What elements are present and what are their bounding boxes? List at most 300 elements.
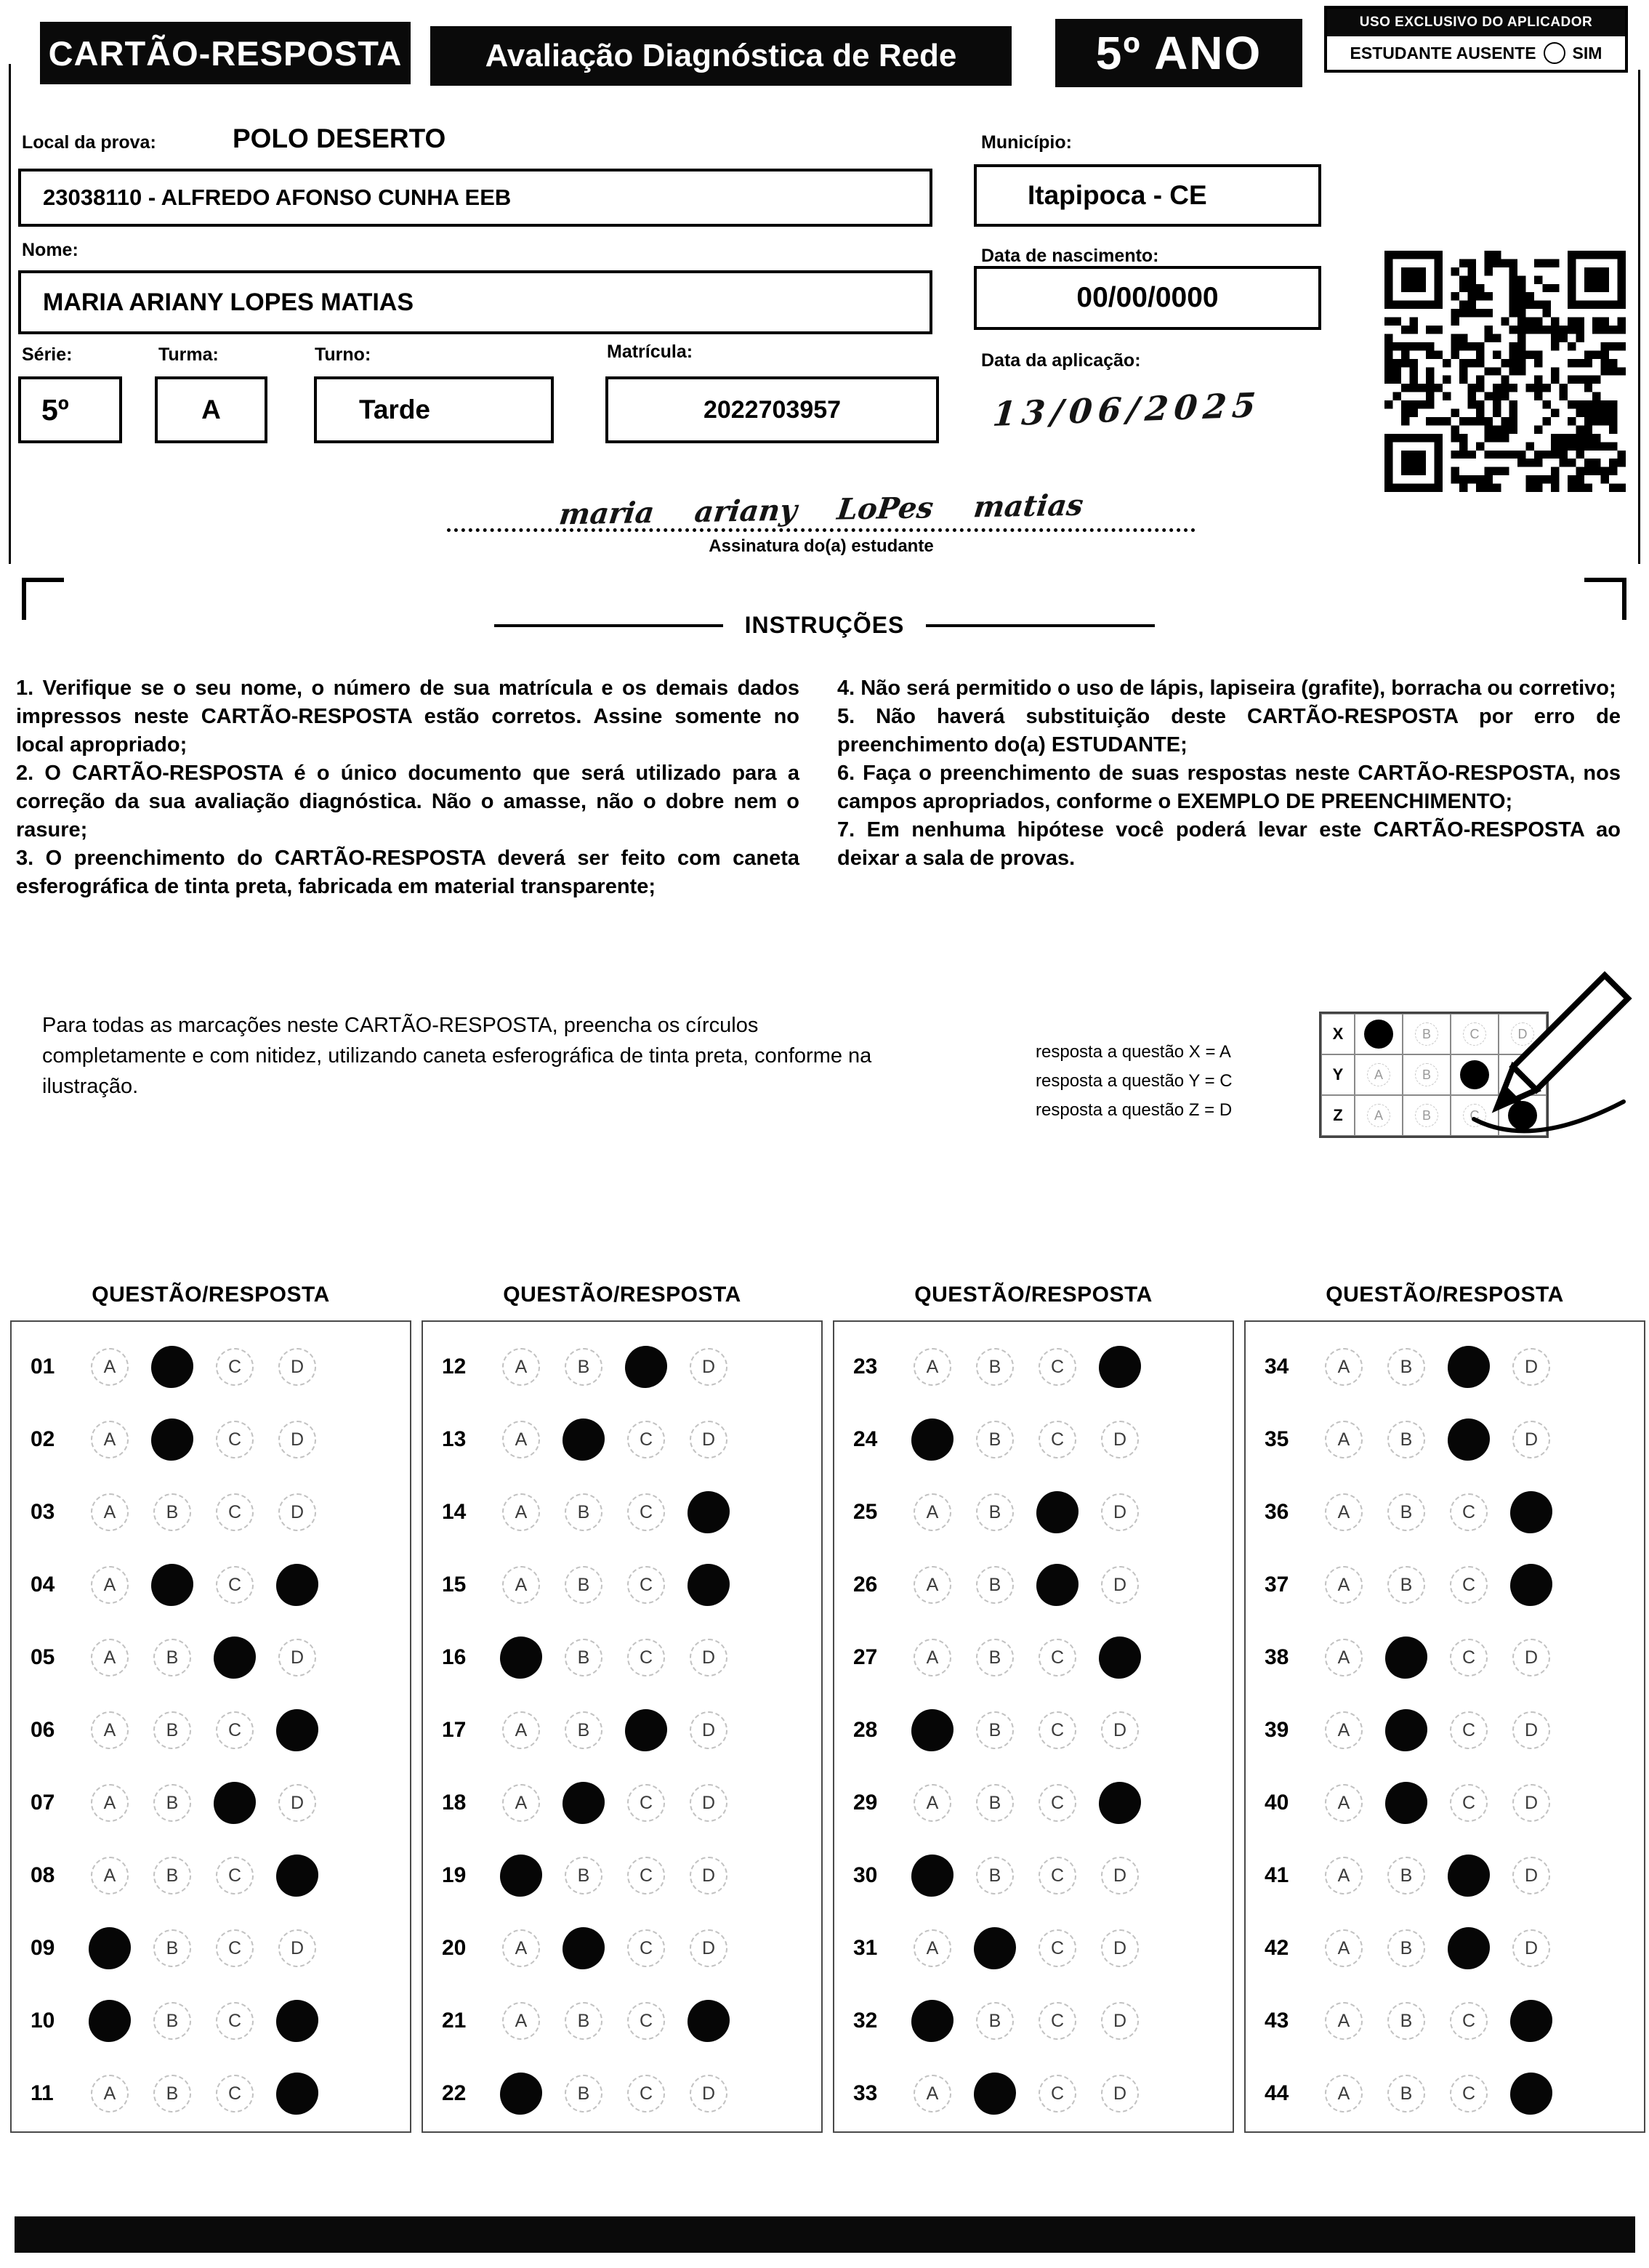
answer-option-slot[interactable] [490, 1637, 552, 1679]
bubble-A[interactable]: A [1325, 1639, 1363, 1676]
bubble-B-filled[interactable] [151, 1346, 193, 1388]
answer-option-slot[interactable] [901, 1784, 964, 1822]
answer-option-slot[interactable] [964, 1784, 1026, 1822]
bubble-D[interactable]: D [1101, 2002, 1139, 2040]
bubble-B[interactable]: B [976, 1421, 1014, 1458]
answer-option-slot[interactable] [490, 1711, 552, 1749]
bubble-D[interactable]: D [1512, 1784, 1550, 1822]
bubble-A-filled[interactable] [911, 2000, 953, 2042]
bubble-A[interactable]: A [1325, 2075, 1363, 2112]
answer-option-slot[interactable] [141, 2075, 203, 2112]
answer-option-slot[interactable] [964, 2002, 1026, 2040]
bubble-D[interactable]: D [278, 1639, 316, 1676]
answer-option-slot[interactable] [1375, 1637, 1438, 1679]
bubble-A[interactable]: A [502, 1711, 540, 1749]
answer-option-slot[interactable] [490, 1421, 552, 1458]
answer-option-slot[interactable] [203, 2075, 266, 2112]
bubble-B[interactable]: B [565, 1711, 602, 1749]
answer-option-slot[interactable] [615, 1784, 677, 1822]
bubble-A[interactable]: A [1325, 1421, 1363, 1458]
answer-option-slot[interactable] [141, 1784, 203, 1822]
bubble-C[interactable]: C [627, 1929, 665, 1967]
answer-option-slot[interactable] [552, 1348, 615, 1386]
bubble-D[interactable]: D [690, 2075, 727, 2112]
answer-option-slot[interactable] [615, 2075, 677, 2112]
bubble-C-filled[interactable] [1448, 1418, 1490, 1461]
absent-mark-circle[interactable] [1544, 42, 1565, 64]
answer-option-slot[interactable] [1313, 1784, 1375, 1822]
bubble-A[interactable]: A [914, 2075, 951, 2112]
bubble-C-filled[interactable] [1448, 1346, 1490, 1388]
answer-option-slot[interactable] [1375, 1857, 1438, 1894]
bubble-A[interactable]: A [1325, 1566, 1363, 1604]
answer-option-slot[interactable] [901, 1855, 964, 1897]
bubble-C[interactable]: C [627, 1421, 665, 1458]
bubble-B-filled[interactable] [563, 1927, 605, 1969]
answer-option-slot[interactable] [490, 2002, 552, 2040]
bubble-D-filled[interactable] [276, 2000, 318, 2042]
bubble-A[interactable]: A [914, 1784, 951, 1822]
answer-option-slot[interactable] [552, 1782, 615, 1824]
answer-option-slot[interactable] [552, 1639, 615, 1676]
bubble-C-filled[interactable] [1448, 1855, 1490, 1897]
bubble-B-filled[interactable] [1385, 1782, 1427, 1824]
answer-option-slot[interactable] [901, 1566, 964, 1604]
answer-option-slot[interactable] [1026, 1421, 1089, 1458]
bubble-B-filled[interactable] [151, 1564, 193, 1606]
answer-option-slot[interactable] [78, 1493, 141, 1531]
bubble-D[interactable]: D [1101, 1421, 1139, 1458]
bubble-C[interactable]: C [1039, 1857, 1076, 1894]
answer-option-slot[interactable] [1313, 2075, 1375, 2112]
answer-option-slot[interactable] [615, 1566, 677, 1604]
bubble-D-filled[interactable] [688, 2000, 730, 2042]
answer-option-slot[interactable] [78, 1927, 141, 1969]
answer-option-slot[interactable] [203, 1782, 266, 1824]
answer-option-slot[interactable] [964, 1927, 1026, 1969]
bubble-A-filled[interactable] [89, 1927, 131, 1969]
answer-option-slot[interactable] [677, 1564, 740, 1606]
bubble-C[interactable]: C [627, 1784, 665, 1822]
bubble-A-filled[interactable] [500, 1637, 542, 1679]
answer-option-slot[interactable] [1089, 2075, 1151, 2112]
answer-option-slot[interactable] [266, 1784, 328, 1822]
answer-option-slot[interactable] [1026, 1491, 1089, 1533]
answer-option-slot[interactable] [964, 1493, 1026, 1531]
answer-option-slot[interactable] [78, 1857, 141, 1894]
answer-option-slot[interactable] [1438, 1639, 1500, 1676]
answer-option-slot[interactable] [1026, 1857, 1089, 1894]
answer-option-slot[interactable] [1375, 1782, 1438, 1824]
answer-option-slot[interactable] [1500, 1711, 1563, 1749]
bubble-A[interactable]: A [91, 1639, 129, 1676]
answer-option-slot[interactable] [1438, 1418, 1500, 1461]
answer-option-slot[interactable] [1375, 1566, 1438, 1604]
bubble-C[interactable]: C [1039, 1421, 1076, 1458]
answer-option-slot[interactable] [1500, 1421, 1563, 1458]
answer-option-slot[interactable] [1026, 1929, 1089, 1967]
bubble-D[interactable]: D [690, 1784, 727, 1822]
answer-option-slot[interactable] [490, 1784, 552, 1822]
bubble-D-filled[interactable] [1510, 1491, 1552, 1533]
answer-option-slot[interactable] [1375, 2075, 1438, 2112]
answer-option-slot[interactable] [141, 1639, 203, 1676]
bubble-C[interactable]: C [1039, 1639, 1076, 1676]
bubble-B[interactable]: B [565, 1566, 602, 1604]
answer-option-slot[interactable] [677, 1491, 740, 1533]
bubble-C[interactable]: C [216, 1348, 254, 1386]
bubble-D-filled[interactable] [1510, 2000, 1552, 2042]
answer-option-slot[interactable] [677, 1711, 740, 1749]
answer-option-slot[interactable] [266, 1493, 328, 1531]
answer-option-slot[interactable] [141, 1418, 203, 1461]
answer-option-slot[interactable] [1026, 1784, 1089, 1822]
answer-option-slot[interactable] [1089, 1711, 1151, 1749]
bubble-B[interactable]: B [565, 1348, 602, 1386]
answer-option-slot[interactable] [964, 1639, 1026, 1676]
bubble-A[interactable]: A [502, 1421, 540, 1458]
bubble-B[interactable]: B [153, 1784, 191, 1822]
answer-option-slot[interactable] [964, 1421, 1026, 1458]
answer-option-slot[interactable] [266, 1855, 328, 1897]
answer-option-slot[interactable] [615, 1929, 677, 1967]
bubble-C[interactable]: C [1039, 1784, 1076, 1822]
answer-option-slot[interactable] [615, 1709, 677, 1751]
answer-option-slot[interactable] [490, 1348, 552, 1386]
answer-option-slot[interactable] [1438, 1493, 1500, 1531]
answer-option-slot[interactable] [615, 1639, 677, 1676]
answer-option-slot[interactable] [1500, 1784, 1563, 1822]
bubble-B[interactable]: B [1387, 1421, 1425, 1458]
bubble-B[interactable]: B [565, 2002, 602, 2040]
bubble-D-filled[interactable] [276, 1855, 318, 1897]
bubble-D-filled[interactable] [1510, 1564, 1552, 1606]
bubble-D[interactable]: D [278, 1929, 316, 1967]
answer-option-slot[interactable] [203, 1566, 266, 1604]
answer-option-slot[interactable] [1500, 1348, 1563, 1386]
bubble-A-filled[interactable] [911, 1418, 953, 1461]
bubble-A[interactable]: A [502, 1493, 540, 1531]
bubble-A[interactable]: A [914, 1566, 951, 1604]
bubble-D[interactable]: D [690, 1857, 727, 1894]
answer-option-slot[interactable] [203, 1348, 266, 1386]
answer-option-slot[interactable] [901, 1493, 964, 1531]
answer-option-slot[interactable] [1500, 1639, 1563, 1676]
bubble-B[interactable]: B [976, 1857, 1014, 1894]
bubble-D[interactable]: D [278, 1784, 316, 1822]
answer-option-slot[interactable] [901, 2075, 964, 2112]
bubble-B[interactable]: B [976, 1639, 1014, 1676]
bubble-C[interactable]: C [216, 2075, 254, 2112]
answer-option-slot[interactable] [552, 2002, 615, 2040]
answer-option-slot[interactable] [1313, 1857, 1375, 1894]
bubble-C[interactable]: C [1450, 1493, 1488, 1531]
bubble-A[interactable]: A [91, 1784, 129, 1822]
bubble-D[interactable]: D [278, 1348, 316, 1386]
bubble-B[interactable]: B [1387, 1348, 1425, 1386]
bubble-C[interactable]: C [1450, 1784, 1488, 1822]
bubble-D[interactable]: D [1101, 1566, 1139, 1604]
bubble-B[interactable]: B [153, 1929, 191, 1967]
answer-option-slot[interactable] [203, 1637, 266, 1679]
bubble-D[interactable]: D [690, 1639, 727, 1676]
bubble-C[interactable]: C [216, 1421, 254, 1458]
answer-option-slot[interactable] [1438, 2075, 1500, 2112]
bubble-D[interactable]: D [1101, 2075, 1139, 2112]
bubble-B[interactable]: B [153, 1711, 191, 1749]
bubble-C-filled[interactable] [1448, 1927, 1490, 1969]
bubble-B[interactable]: B [1387, 2002, 1425, 2040]
bubble-C[interactable]: C [1039, 1348, 1076, 1386]
answer-option-slot[interactable] [1313, 1711, 1375, 1749]
bubble-D[interactable]: D [1101, 1711, 1139, 1749]
bubble-D-filled[interactable] [276, 2073, 318, 2115]
bubble-A[interactable]: A [1325, 2002, 1363, 2040]
answer-option-slot[interactable] [141, 1493, 203, 1531]
bubble-C[interactable]: C [1450, 1566, 1488, 1604]
answer-option-slot[interactable] [1313, 1639, 1375, 1676]
answer-option-slot[interactable] [1313, 2002, 1375, 2040]
answer-option-slot[interactable] [1438, 1566, 1500, 1604]
bubble-A-filled[interactable] [911, 1709, 953, 1751]
answer-option-slot[interactable] [266, 1639, 328, 1676]
answer-option-slot[interactable] [615, 1857, 677, 1894]
answer-option-slot[interactable] [901, 1929, 964, 1967]
bubble-A[interactable]: A [1325, 1857, 1363, 1894]
bubble-B[interactable]: B [153, 1493, 191, 1531]
answer-option-slot[interactable] [1026, 2002, 1089, 2040]
bubble-D[interactable]: D [278, 1421, 316, 1458]
bubble-A[interactable]: A [502, 2002, 540, 2040]
bubble-B-filled[interactable] [151, 1418, 193, 1461]
answer-option-slot[interactable] [266, 1709, 328, 1751]
answer-option-slot[interactable] [1026, 1639, 1089, 1676]
answer-option-slot[interactable] [141, 1346, 203, 1388]
bubble-B-filled[interactable] [1385, 1709, 1427, 1751]
answer-option-slot[interactable] [677, 2000, 740, 2042]
bubble-C[interactable]: C [1039, 2075, 1076, 2112]
answer-option-slot[interactable] [964, 1711, 1026, 1749]
bubble-A[interactable]: A [1325, 1929, 1363, 1967]
answer-option-slot[interactable] [203, 1421, 266, 1458]
bubble-B[interactable]: B [153, 1639, 191, 1676]
answer-option-slot[interactable] [1375, 2002, 1438, 2040]
answer-option-slot[interactable] [266, 1421, 328, 1458]
answer-option-slot[interactable] [266, 1929, 328, 1967]
answer-option-slot[interactable] [78, 1784, 141, 1822]
answer-option-slot[interactable] [203, 2002, 266, 2040]
answer-option-slot[interactable] [1375, 1493, 1438, 1531]
bubble-B[interactable]: B [976, 1348, 1014, 1386]
bubble-C-filled[interactable] [214, 1782, 256, 1824]
bubble-C[interactable]: C [1450, 2002, 1488, 2040]
answer-option-slot[interactable] [1089, 1857, 1151, 1894]
answer-option-slot[interactable] [1375, 1421, 1438, 1458]
answer-option-slot[interactable] [1438, 2002, 1500, 2040]
answer-option-slot[interactable] [615, 2002, 677, 2040]
bubble-B[interactable]: B [153, 1857, 191, 1894]
bubble-C[interactable]: C [1450, 2075, 1488, 2112]
answer-option-slot[interactable] [141, 1564, 203, 1606]
answer-option-slot[interactable] [1026, 1348, 1089, 1386]
answer-option-slot[interactable] [1089, 1566, 1151, 1604]
answer-option-slot[interactable] [1438, 1346, 1500, 1388]
answer-option-slot[interactable] [1313, 1421, 1375, 1458]
bubble-D-filled[interactable] [688, 1564, 730, 1606]
bubble-C-filled[interactable] [625, 1346, 667, 1388]
answer-option-slot[interactable] [1375, 1348, 1438, 1386]
answer-option-slot[interactable] [677, 1857, 740, 1894]
answer-option-slot[interactable] [1089, 2002, 1151, 2040]
bubble-B[interactable]: B [976, 1784, 1014, 1822]
bubble-C[interactable]: C [1039, 2002, 1076, 2040]
bubble-A[interactable]: A [91, 2075, 129, 2112]
bubble-C[interactable]: C [627, 2002, 665, 2040]
answer-option-slot[interactable] [552, 1711, 615, 1749]
answer-option-slot[interactable] [1438, 1927, 1500, 1969]
answer-option-slot[interactable] [141, 2002, 203, 2040]
answer-option-slot[interactable] [1026, 1564, 1089, 1606]
bubble-B-filled[interactable] [563, 1418, 605, 1461]
answer-option-slot[interactable] [615, 1493, 677, 1531]
bubble-C-filled[interactable] [214, 1637, 256, 1679]
bubble-B[interactable]: B [1387, 2075, 1425, 2112]
bubble-A[interactable]: A [91, 1711, 129, 1749]
bubble-B-filled[interactable] [974, 2073, 1016, 2115]
bubble-C[interactable]: C [216, 1857, 254, 1894]
answer-option-slot[interactable] [1313, 1493, 1375, 1531]
bubble-C[interactable]: C [627, 1493, 665, 1531]
answer-option-slot[interactable] [964, 2073, 1026, 2115]
bubble-D-filled[interactable] [1099, 1346, 1141, 1388]
answer-option-slot[interactable] [78, 1566, 141, 1604]
answer-option-slot[interactable] [1500, 2073, 1563, 2115]
answer-option-slot[interactable] [203, 1857, 266, 1894]
answer-option-slot[interactable] [964, 1348, 1026, 1386]
answer-option-slot[interactable] [1438, 1855, 1500, 1897]
bubble-B[interactable]: B [565, 2075, 602, 2112]
answer-option-slot[interactable] [1500, 2000, 1563, 2042]
bubble-B[interactable]: B [1387, 1857, 1425, 1894]
bubble-A[interactable]: A [502, 1784, 540, 1822]
answer-option-slot[interactable] [1089, 1493, 1151, 1531]
answer-option-slot[interactable] [1500, 1564, 1563, 1606]
bubble-D[interactable]: D [690, 1929, 727, 1967]
answer-option-slot[interactable] [552, 1857, 615, 1894]
answer-option-slot[interactable] [677, 1348, 740, 1386]
answer-option-slot[interactable] [490, 1855, 552, 1897]
answer-option-slot[interactable] [78, 1348, 141, 1386]
bubble-B[interactable]: B [976, 1493, 1014, 1531]
answer-option-slot[interactable] [203, 1711, 266, 1749]
bubble-C-filled[interactable] [1036, 1491, 1078, 1533]
answer-option-slot[interactable] [266, 2000, 328, 2042]
bubble-D[interactable]: D [1512, 1857, 1550, 1894]
bubble-A-filled[interactable] [500, 1855, 542, 1897]
bubble-C[interactable]: C [216, 2002, 254, 2040]
bubble-C[interactable]: C [216, 1711, 254, 1749]
answer-option-slot[interactable] [901, 1418, 964, 1461]
bubble-C[interactable]: C [627, 1857, 665, 1894]
bubble-C[interactable]: C [627, 1639, 665, 1676]
bubble-D[interactable]: D [1101, 1493, 1139, 1531]
bubble-D-filled[interactable] [276, 1709, 318, 1751]
answer-option-slot[interactable] [490, 2073, 552, 2115]
answer-option-slot[interactable] [78, 1421, 141, 1458]
answer-option-slot[interactable] [266, 1348, 328, 1386]
answer-option-slot[interactable] [490, 1929, 552, 1967]
answer-option-slot[interactable] [1438, 1711, 1500, 1749]
bubble-D-filled[interactable] [688, 1491, 730, 1533]
bubble-A[interactable]: A [1325, 1784, 1363, 1822]
bubble-D[interactable]: D [1512, 1711, 1550, 1749]
answer-option-slot[interactable] [1438, 1784, 1500, 1822]
bubble-C[interactable]: C [1450, 1639, 1488, 1676]
bubble-D-filled[interactable] [1099, 1782, 1141, 1824]
answer-option-slot[interactable] [677, 2075, 740, 2112]
bubble-A-filled[interactable] [500, 2073, 542, 2115]
bubble-A[interactable]: A [1325, 1348, 1363, 1386]
answer-option-slot[interactable] [901, 1639, 964, 1676]
answer-option-slot[interactable] [78, 1639, 141, 1676]
bubble-A[interactable]: A [502, 1348, 540, 1386]
bubble-B[interactable]: B [1387, 1566, 1425, 1604]
bubble-A[interactable]: A [502, 1929, 540, 1967]
bubble-D[interactable]: D [1512, 1348, 1550, 1386]
bubble-B[interactable]: B [1387, 1929, 1425, 1967]
bubble-A[interactable]: A [1325, 1493, 1363, 1531]
answer-option-slot[interactable] [1026, 1711, 1089, 1749]
bubble-C[interactable]: C [216, 1493, 254, 1531]
bubble-A-filled[interactable] [911, 1855, 953, 1897]
bubble-B[interactable]: B [153, 2075, 191, 2112]
answer-option-slot[interactable] [203, 1929, 266, 1967]
bubble-A[interactable]: A [91, 1857, 129, 1894]
bubble-D-filled[interactable] [1099, 1637, 1141, 1679]
bubble-C[interactable]: C [216, 1929, 254, 1967]
answer-option-slot[interactable] [490, 1566, 552, 1604]
bubble-D[interactable]: D [1512, 1421, 1550, 1458]
bubble-C[interactable]: C [1450, 1711, 1488, 1749]
bubble-C[interactable]: C [216, 1566, 254, 1604]
answer-option-slot[interactable] [78, 2000, 141, 2042]
bubble-C[interactable]: C [627, 2075, 665, 2112]
answer-option-slot[interactable] [552, 1493, 615, 1531]
bubble-B[interactable]: B [565, 1857, 602, 1894]
bubble-D[interactable]: D [690, 1421, 727, 1458]
answer-option-slot[interactable] [615, 1421, 677, 1458]
answer-option-slot[interactable] [964, 1857, 1026, 1894]
bubble-B[interactable]: B [976, 2002, 1014, 2040]
bubble-D[interactable]: D [1101, 1929, 1139, 1967]
answer-option-slot[interactable] [1089, 1929, 1151, 1967]
bubble-C-filled[interactable] [1036, 1564, 1078, 1606]
answer-option-slot[interactable] [1089, 1782, 1151, 1824]
bubble-B-filled[interactable] [1385, 1637, 1427, 1679]
answer-option-slot[interactable] [552, 1418, 615, 1461]
answer-option-slot[interactable] [1089, 1421, 1151, 1458]
answer-option-slot[interactable] [203, 1493, 266, 1531]
bubble-B[interactable]: B [565, 1493, 602, 1531]
bubble-A[interactable]: A [91, 1493, 129, 1531]
answer-option-slot[interactable] [1500, 1491, 1563, 1533]
bubble-D[interactable]: D [690, 1711, 727, 1749]
bubble-A[interactable]: A [914, 1929, 951, 1967]
answer-option-slot[interactable] [677, 1929, 740, 1967]
bubble-B[interactable]: B [153, 2002, 191, 2040]
bubble-D[interactable]: D [1512, 1929, 1550, 1967]
bubble-A[interactable]: A [91, 1566, 129, 1604]
